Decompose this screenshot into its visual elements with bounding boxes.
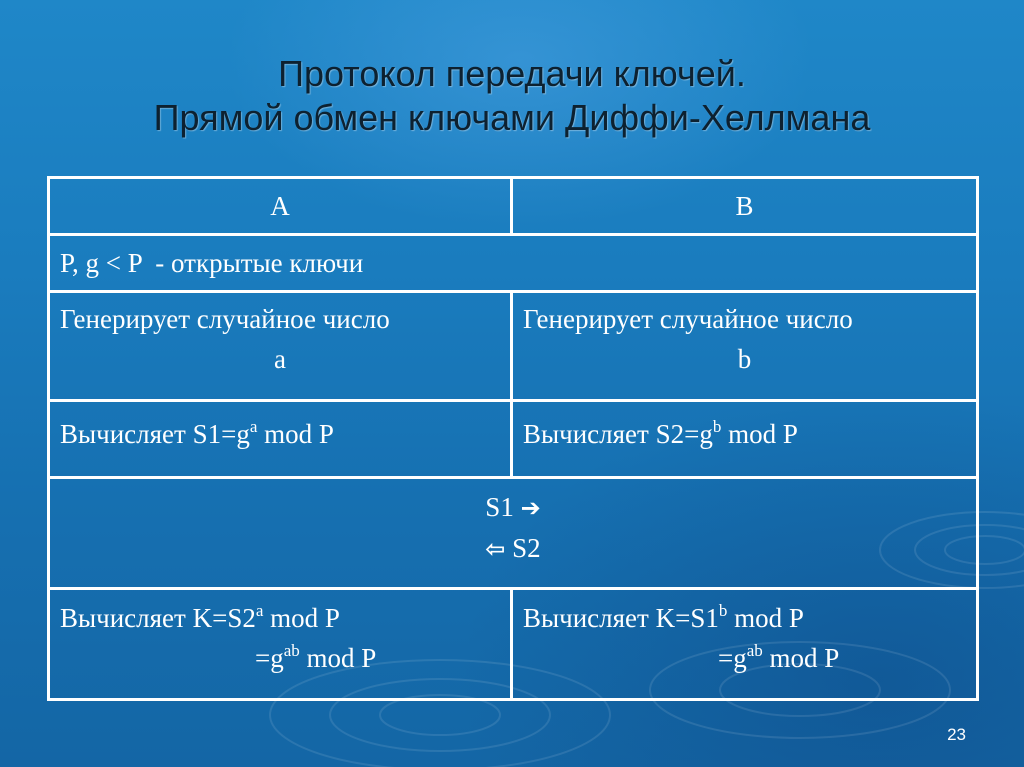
generate-cell-b	[512, 292, 978, 401]
compute-k-a-suffix: mod P	[263, 603, 340, 633]
arrow-right-icon: ➔	[520, 494, 541, 522]
public-keys-text: P, g < P - открытые ключи	[60, 247, 364, 278]
compute-k-a-result-suffix: mod P	[299, 643, 377, 673]
compute-s2-prefix: Вычисляет S2=g	[523, 419, 713, 449]
exchange-cell	[49, 478, 978, 589]
public-keys-row	[49, 235, 978, 292]
generate-random-row	[49, 292, 978, 401]
compute-k-a-prefix: Вычисляет K=S2	[60, 603, 256, 633]
page-number: 23	[947, 725, 966, 744]
slide-title-line-1: Протокол передачи ключей.	[278, 53, 746, 94]
exchange-s1-label: S1	[485, 492, 514, 522]
compute-s-row	[49, 401, 978, 478]
compute-k-result-b	[523, 638, 966, 678]
arrow-left-icon: ⇦	[485, 535, 506, 563]
compute-s-cell-a	[49, 401, 512, 478]
compute-s2-exponent: b	[712, 417, 722, 436]
compute-k-formula-a	[60, 598, 500, 638]
slide-title-line-2: Прямой обмен ключами Диффи-Хеллмана	[153, 97, 871, 138]
compute-k-b-suffix: mod P	[727, 603, 804, 633]
compute-k-a-result-prefix: =g	[255, 643, 284, 673]
compute-k-cell-a	[49, 589, 512, 700]
compute-k-b-prefix: Вычисляет K=S1	[523, 603, 719, 633]
compute-k-b-result-suffix: mod P	[762, 643, 840, 673]
exchange-row	[49, 478, 978, 589]
compute-s2-suffix: mod P	[721, 419, 798, 449]
compute-k-b-result-prefix: =g	[718, 643, 747, 673]
slide-title	[0, 52, 1024, 140]
compute-k-a-result-exponent: ab	[283, 641, 300, 660]
exchange-line-receive-s2	[60, 528, 966, 569]
compute-s2-formula	[523, 414, 966, 454]
generate-text-b: Генерирует случайное число	[523, 304, 853, 334]
compute-s1-formula	[60, 414, 500, 454]
compute-k-formula-b	[523, 598, 966, 638]
compute-k-b-result-exponent: ab	[746, 641, 763, 660]
compute-k-result-a	[60, 638, 500, 678]
compute-s-cell-b	[512, 401, 978, 478]
generate-text-a: Генерирует случайное число	[60, 304, 390, 334]
compute-k-cell-b	[512, 589, 978, 700]
exchange-line-send-s1	[60, 487, 966, 528]
compute-s1-prefix: Вычисляет S1=g	[60, 419, 250, 449]
exchange-s2-label: S2	[512, 533, 541, 563]
public-keys-cell	[49, 235, 978, 292]
generate-cell-a	[49, 292, 512, 401]
random-variable-a: a	[274, 344, 286, 374]
compute-s1-suffix: mod P	[257, 419, 334, 449]
table-header-row	[49, 178, 978, 235]
compute-k-b-exponent: b	[718, 601, 728, 620]
header-party-a: A	[49, 178, 512, 235]
header-party-b: B	[512, 178, 978, 235]
compute-s1-exponent: a	[249, 417, 258, 436]
protocol-table	[47, 176, 979, 701]
compute-k-row	[49, 589, 978, 700]
compute-k-a-exponent: a	[255, 601, 264, 620]
random-variable-b: b	[737, 344, 752, 374]
